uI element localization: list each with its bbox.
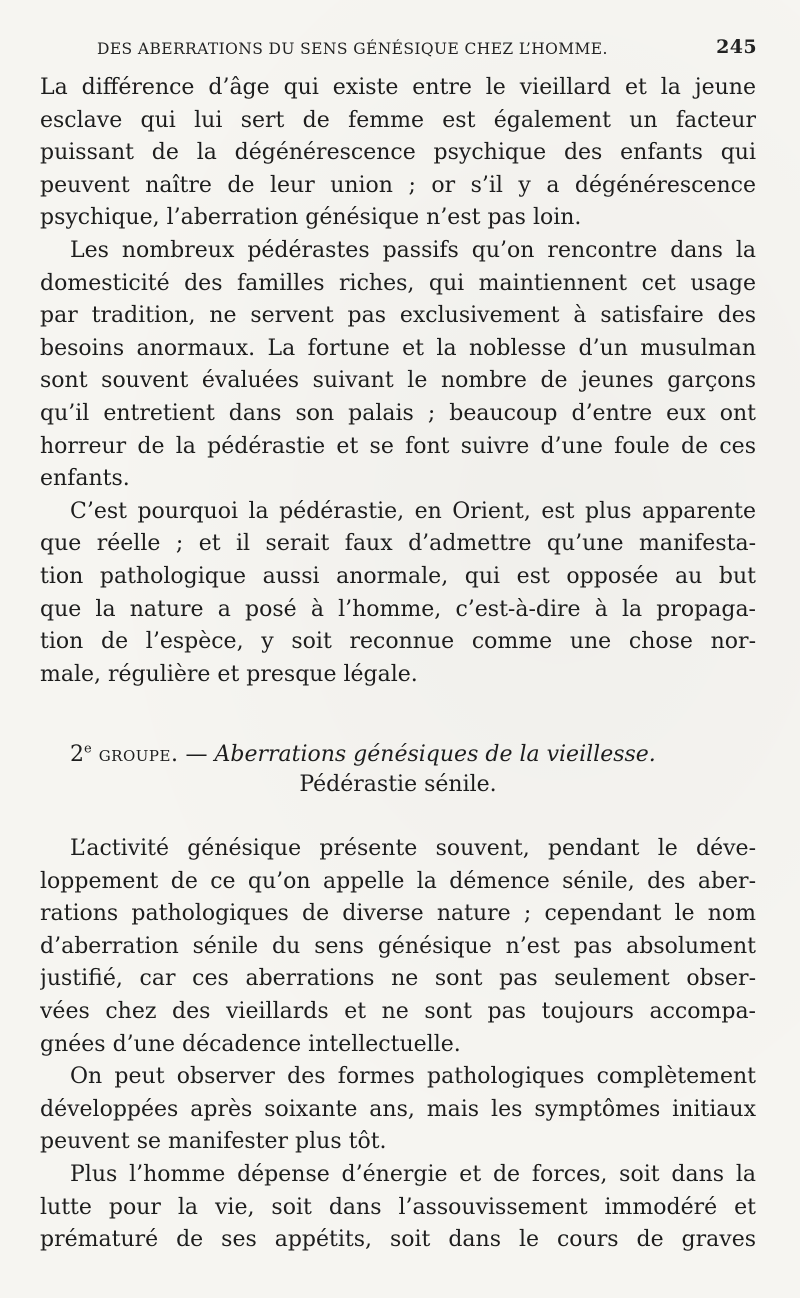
running-title: DES ABERRATIONS DU SENS GÉNÉSIQUE CHEZ L’HOMME. (97, 40, 608, 58)
text-line: On peut observer des formes pathologiques complètement (70, 1064, 756, 1090)
body-text-section-1 (40, 72, 756, 691)
text-line: gnées d’une décadence intellectuelle. (40, 1031, 461, 1057)
heading-subtitle: Pédérastie sénile. (299, 772, 497, 797)
text-line: La différence d’âge qui existe entre le vieillard et la jeune (40, 75, 756, 100)
text-line: esclave qui lui sert de femme est également un facteur (40, 107, 756, 133)
text-line: que la nature a posé à l’homme, c’est-à-dire à la propaga- (40, 596, 756, 622)
text-line: male, régulière et presque légale. (40, 661, 418, 687)
text-line: que réelle ; et il serait faux d’admettre qu’une manifesta- (40, 531, 756, 557)
text-line: justifié, car ces aberrations ne sont pas seulement obser- (40, 966, 756, 992)
heading-title: Aberrations génésiques de la vieillesse. (214, 742, 656, 767)
text-line: vées chez des vieillards et ne sont pas toujours accompa- (40, 998, 756, 1024)
text-line: peuvent se manifester plus tôt. (40, 1129, 387, 1155)
group-label: groupe. (98, 742, 179, 767)
text-line: horreur de la pédérastie et se font suivre d’une foule de ces (40, 433, 756, 459)
heading-line-1 (40, 740, 756, 770)
page-number: 245 (716, 36, 757, 58)
text-line: rations pathologiques de diverse nature ; cependant le nom (40, 901, 756, 927)
text-line: prématuré de ses appétits, soit dans le cours de graves (40, 1227, 756, 1253)
text-line: développées après soixante ans, mais les symptômes initiaux (40, 1096, 756, 1122)
text-line: psychique, l’aberration génésique n’est pas loin. (40, 205, 582, 231)
section-heading (40, 740, 756, 800)
text-line: tion pathologique aussi anormale, qui est opposée au but (40, 563, 756, 589)
text-line: d’aberration sénile du sens génésique n’est pas absolument (40, 933, 756, 959)
body-text-section-2 (40, 833, 756, 1257)
running-head (97, 36, 757, 62)
heading-dash: — (178, 742, 215, 767)
text-line: loppement de ce qu’on appelle la démence sénile, des aber- (40, 868, 756, 894)
text-line: L’activité génésique présente souvent, pendant le déve- (70, 836, 756, 861)
text-line: domesticité des familles riches, qui maintiennent cet usage (40, 270, 756, 296)
text-line: besoins anormaux. La fortune et la noblesse d’un musulman (40, 335, 756, 361)
text-line: peuvent naître de leur union ; or s’il y a dégénérescence (40, 172, 756, 198)
text-line: qu’il entretient dans son palais ; beaucoup d’entre eux ont (40, 400, 756, 426)
text-line: Les nombreux pédérastes passifs qu’on rencontre dans la (70, 237, 756, 263)
text-line: par tradition, ne servent pas exclusivement à satisfaire des (40, 303, 756, 329)
group-number-suffix: e (84, 741, 92, 757)
text-line: sont souvent évaluées suivant le nombre de jeunes garçons (40, 368, 756, 394)
text-line: puissant de la dégénérescence psychique des enfants qui (40, 140, 756, 166)
text-line: tion de l’espèce, y soit reconnue comme une chose nor- (40, 629, 756, 655)
text-line: enfants. (40, 466, 130, 492)
text-line: lutte pour la vie, soit dans l’assouvissement immodéré et (40, 1194, 756, 1220)
group-number: 2 (70, 742, 84, 767)
text-line: C’est pourquoi la pédérastie, en Orient, est plus apparente (70, 498, 756, 524)
text-line: Plus l’homme dépense d’énergie et de forces, soit dans la (70, 1161, 756, 1187)
